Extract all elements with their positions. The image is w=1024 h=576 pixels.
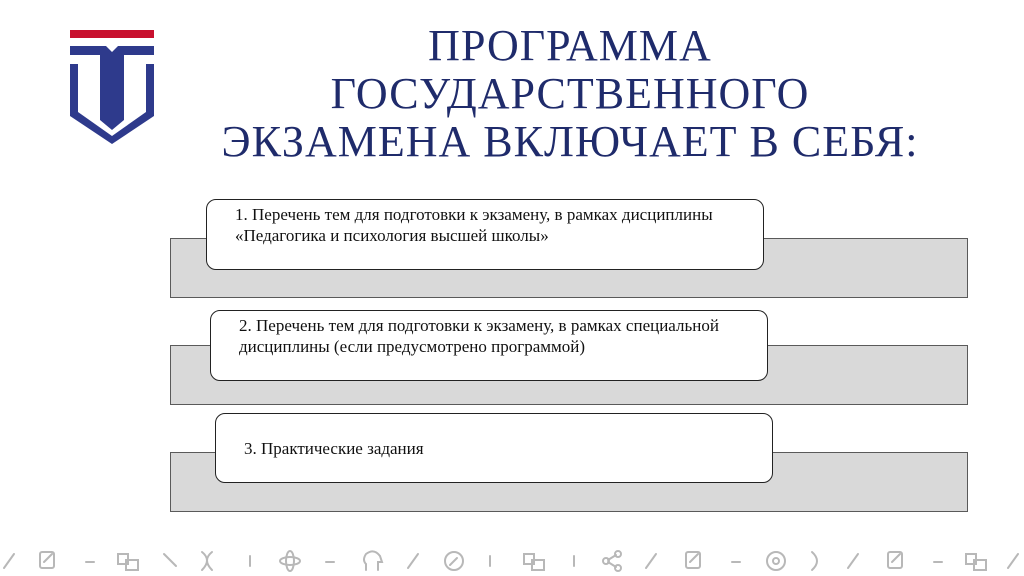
title-line-1: ПРОГРАММА (428, 21, 712, 70)
item-text-1: 1. Перечень тем для подготовки к экзамену, в рамках дисциплины «Педагогика и психология высшей школы» (235, 205, 713, 245)
certificate-icon (40, 552, 54, 568)
item-text-2: 2. Перечень тем для подготовки к экзамену, в рамках специальной дисциплины (если предусмотрено программой) (239, 316, 719, 356)
item-card-1 (206, 199, 764, 270)
translate-icon (966, 554, 986, 570)
slash-icon (4, 554, 14, 568)
footer-icon-strip (0, 540, 1024, 576)
item-card-2 (210, 310, 768, 381)
slash-icon (1008, 554, 1018, 568)
slash-icon (848, 554, 858, 568)
certificate-icon (888, 552, 902, 568)
certificate-icon (686, 552, 700, 568)
university-logo-icon (66, 28, 158, 144)
page-title (200, 22, 940, 166)
dna-icon (202, 552, 212, 570)
paren-icon (812, 552, 817, 570)
title-line-3: ЭКЗАМЕНА ВКЛЮЧАЕТ В СЕБЯ: (221, 117, 919, 166)
translate-icon (118, 554, 138, 570)
refresh-icon (767, 552, 785, 570)
translate-icon (524, 554, 544, 570)
atom-icon (280, 551, 300, 571)
item-card-3 (215, 413, 773, 483)
title-line-2: ГОСУДАРСТВЕННОГО (330, 69, 810, 118)
item-text-3: 3. Практические задания (244, 438, 424, 458)
head-icon (364, 551, 382, 570)
backslash-icon (164, 554, 176, 566)
slash-icon (646, 554, 656, 568)
slash-icon (408, 554, 418, 568)
share-icon (603, 551, 621, 571)
compass-icon (445, 552, 463, 570)
